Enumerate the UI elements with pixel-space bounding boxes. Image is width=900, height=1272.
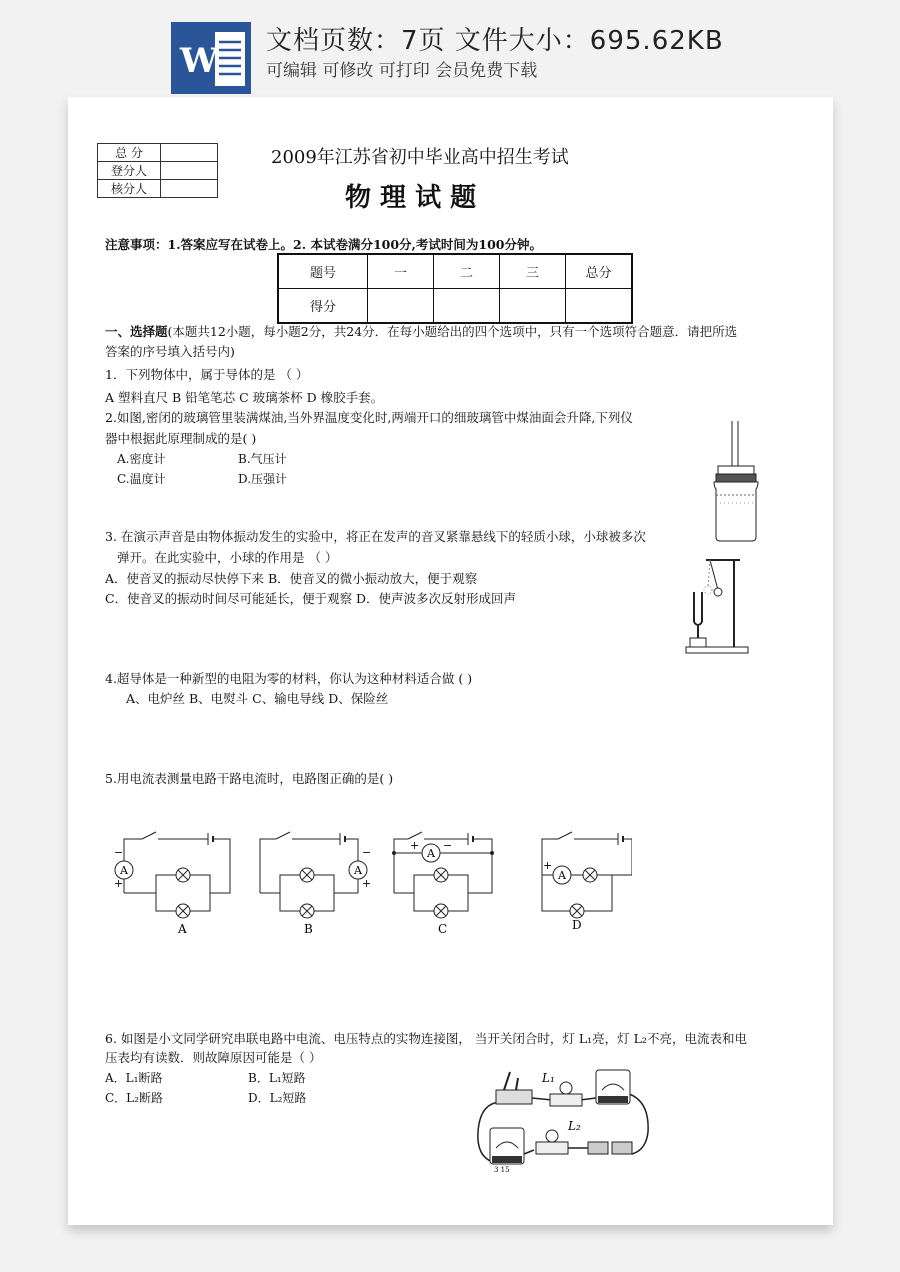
grader-cell: 登分人 — [98, 162, 161, 180]
banner-subtitle: 可编辑 可修改 可打印 会员免费下载 — [266, 61, 538, 81]
oil-bottle-figure — [708, 419, 768, 544]
minus-sign: − — [362, 846, 372, 859]
score-header: 总分 — [566, 254, 633, 289]
exam-title: 2009年江苏省初中毕业高中招生考试 — [271, 147, 569, 168]
grader-cell: 总 分 — [98, 144, 161, 162]
score-label: 得分 — [278, 289, 368, 324]
plus-sign: + — [410, 839, 420, 852]
fig-label-l1: L₁ — [542, 1071, 555, 1085]
circuit-label-c: C — [438, 922, 448, 936]
banner-title: 文档页数：7页 文件大小：695.62KB — [266, 26, 724, 56]
section1-heading: 一、选择题 — [105, 324, 168, 339]
score-header: 一 — [368, 254, 434, 289]
ammeter-symbol: A — [558, 869, 566, 882]
q3-options-ab: A．使音叉的振动尽快停下来 B．使音叉的微小振动放大，便于观察 — [105, 571, 478, 586]
exam-page — [68, 97, 833, 1225]
q3-stem: 3. 在演示声音是由物体振动发生的实验中，将正在发声的音叉紧靠悬线下的轻质小球，小球被多次 — [105, 529, 646, 544]
circuit-b — [260, 832, 371, 936]
q1-stem: 1．下列物体中，属于导体的是 （ ） — [105, 367, 309, 382]
circuit-c — [392, 832, 494, 936]
word-document-icon — [171, 22, 251, 94]
ammeter-symbol: A — [354, 864, 362, 877]
ammeter-symbol: A — [120, 864, 128, 877]
series-circuit-figure — [472, 1062, 654, 1174]
q3-options-cd: C．使音叉的振动时间尽可能延长，便于观察 D．使声波多次反射形成回声 — [105, 591, 517, 606]
plus-sign: + — [543, 859, 553, 872]
tuning-fork-figure — [682, 552, 752, 657]
exam-subject: 物 理 试 题 — [345, 183, 477, 213]
section1-desc: (本题共12小题，每小题2分，共24分．在每小题给出的四个选项中，只有一个选项符合题意．请把所选 — [167, 324, 738, 339]
q6-option-a: A．L₁断路 — [105, 1071, 163, 1085]
q5-circuit-diagrams — [112, 825, 632, 941]
circuit-label-b: B — [304, 922, 313, 936]
grader-cell: 核分人 — [98, 180, 161, 198]
q3-stem-2: 弹开。在此实验中，小球的作用是 （ ） — [117, 550, 338, 565]
q5-stem: 5.用电流表测量电路干路电流时，电路图正确的是( ) — [105, 771, 394, 786]
fig-label-l2: L₂ — [568, 1119, 581, 1133]
minus-sign: − — [443, 839, 453, 852]
q2-stem-2: 器中根据此原理制成的是( ) — [105, 431, 257, 446]
q2-option-b: B.气压计 — [238, 452, 287, 466]
svg-text:W: W — [180, 41, 219, 81]
q2-option-d: D.压强计 — [238, 472, 288, 486]
q6-option-c: C．L₂断路 — [105, 1091, 163, 1105]
score-table — [277, 253, 633, 324]
q6-stem: 6. 如图是小文同学研究串联电路中电流、电压特点的实物连接图， 当开关闭合时，灯 L₁亮，灯 L₂不亮，电流表和电 — [105, 1031, 747, 1046]
score-header: 二 — [434, 254, 500, 289]
grader-table — [97, 143, 218, 198]
minus-sign: − — [114, 846, 124, 859]
q4-options: A、电炉丝 B、电熨斗 C、输电导线 D、保险丝 — [126, 691, 389, 706]
q6-stem-2: 压表均有读数．则故障原因可能是（ ） — [105, 1050, 322, 1065]
download-banner — [0, 0, 900, 96]
q2-option-a: A.密度计 — [117, 452, 166, 466]
plus-sign: + — [362, 877, 372, 890]
q4-stem: 4.超导体是一种新型的电阻为零的材料，你认为这种材料适合做 ( ) — [105, 671, 473, 686]
score-header: 题号 — [278, 254, 368, 289]
circuit-a — [114, 832, 230, 936]
circuit-label-d: D — [572, 918, 582, 932]
section1-desc-2: 答案的序号填入括号内) — [105, 344, 235, 359]
circuit-label-a: A — [178, 922, 187, 936]
q2-stem: 2.如图,密闭的玻璃管里装满煤油,当外界温度变化时,两端开口的细玻璃管中煤油面会升降,下列仪 — [105, 410, 633, 425]
q6-option-d: D．L₂短路 — [248, 1091, 307, 1105]
fig-range-label: 3 15 — [494, 1166, 510, 1174]
plus-sign: + — [114, 877, 124, 890]
q6-option-b: B．L₁短路 — [248, 1071, 306, 1085]
q2-option-c: C.温度计 — [117, 472, 166, 486]
q1-options: A 塑料直尺 B 铅笔笔芯 C 玻璃茶杯 D 橡胶手套。 — [105, 390, 384, 405]
score-header: 三 — [500, 254, 566, 289]
circuit-d — [542, 832, 632, 932]
section1-heading-line — [105, 322, 737, 340]
ammeter-symbol: A — [427, 847, 435, 860]
notice: 注意事项：1.答案应写在试卷上。2. 本试卷满分100分,考试时间为100分钟。 — [105, 237, 542, 252]
